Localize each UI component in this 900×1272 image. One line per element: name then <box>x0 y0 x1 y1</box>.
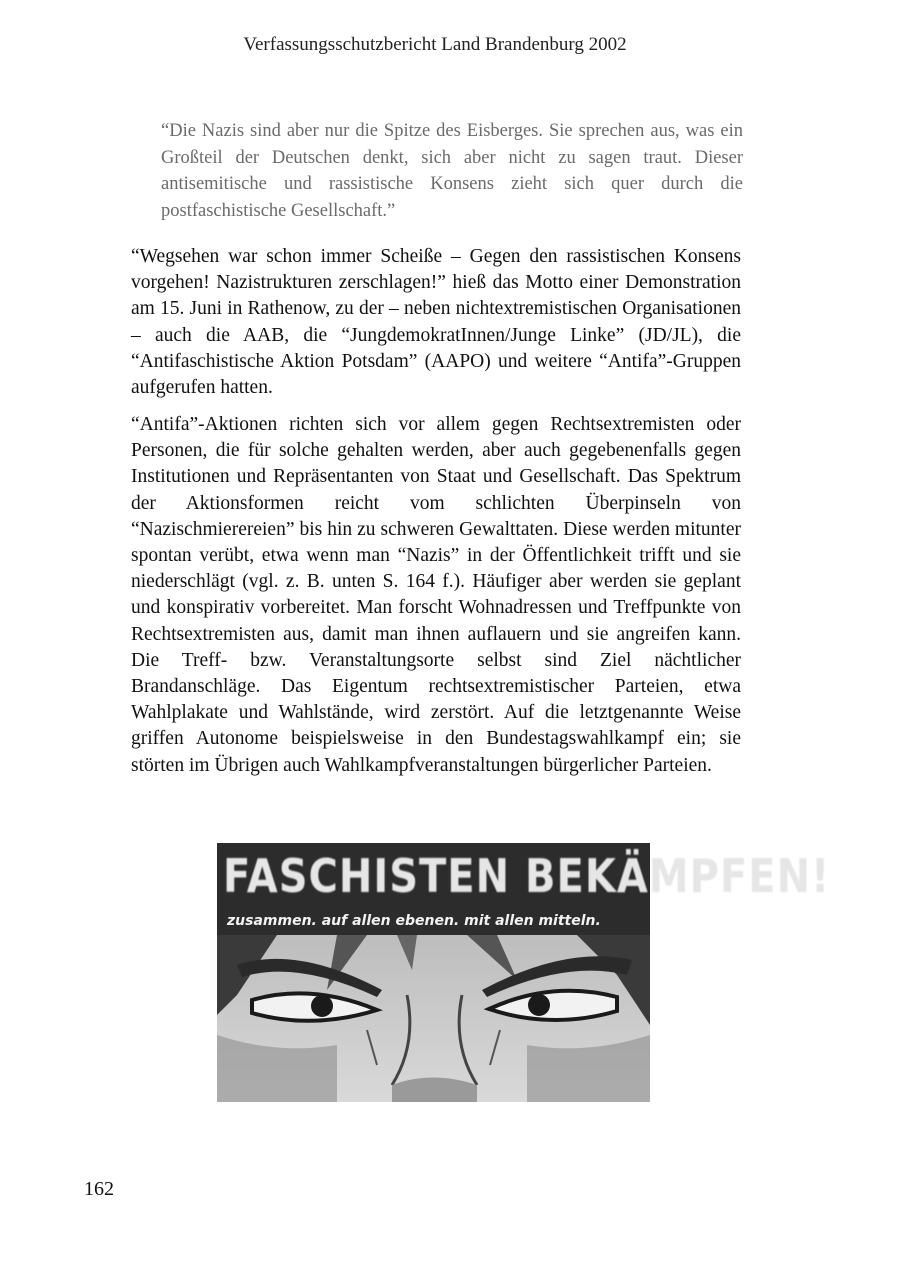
epigraph-quote: “Die Nazis sind aber nur die Spitze des Eisberges. Sie sprechen aus, was ein Großteil der Deutschen denkt, sich aber nicht zu sagen traut. Dieser antisemitische und rassistische Konsens zieht sich quer durch die postfaschistische Gesellschaft.” <box>161 121 743 221</box>
antifa-poster-image <box>217 843 831 1102</box>
body-paragraph-1: “Wegsehen war schon immer Scheiße – Gegen den rassistischen Konsens vorgehen! Nazistrukturen zerschlagen!” hieß das Motto einer Demonstration am 15. Juni in Rathenow, zu der – neben nichtextremistischen Organisationen – auch die AAB, die “JungdemokratInnen/Junge Linke” (JD/JL), die “Antifaschistische Aktion Potsdam” (AAPO) und weitere “Antifa”-Gruppen aufgerufen hatten. <box>131 246 741 399</box>
running-header: Verfassungsschutzbericht Land Brandenburg 2002 <box>243 34 627 55</box>
angry-eyes-illustration <box>217 935 650 1102</box>
poster-headline: FASCHISTEN BEKÄMPFEN! <box>223 850 831 904</box>
body-paragraph-2: “Antifa”-Aktionen richten sich vor allem gegen Rechtsextremisten oder Personen, die für solche gehalten werden, aber auch gegebenenfalls gegen Institutionen und Repräsentanten von Staat und Gesellschaft. Das Spektrum der Aktionsformen reicht vom schlichten Überpinseln von “Nazischmierereien” bis hin zu schweren Gewalttaten. Diese werden mitunter spontan verübt, etwa wenn man “Nazis” in der Öffentlichkeit trifft und sie niederschlägt (vgl. z. B. unten S. 164 f.). Häufiger aber werden sie geplant und konspirativ vorbereitet. Man forscht Wohnadressen und Treffpunkte von Rechtsextremisten aus, damit man ihnen auflauern und sie angreifen kann. Die Treff- bzw. Veranstaltungsorte selbst sind Ziel nächtlicher Brandanschläge. Das Eigentum rechtsextremistischer Parteien, etwa Wahlplakate und Wahlstände, wird zerstört. Auf die letztgenannte Weise griffen Autonome beispielsweise in den Bundestagswahlkampf ein; sie störten im Übrigen auch Wahlkampfveranstaltungen bürgerlicher Parteien. <box>131 414 741 776</box>
poster-subline: zusammen. auf allen ebenen. mit allen mitteln. <box>227 913 601 929</box>
page-number: 162 <box>84 1178 114 1200</box>
